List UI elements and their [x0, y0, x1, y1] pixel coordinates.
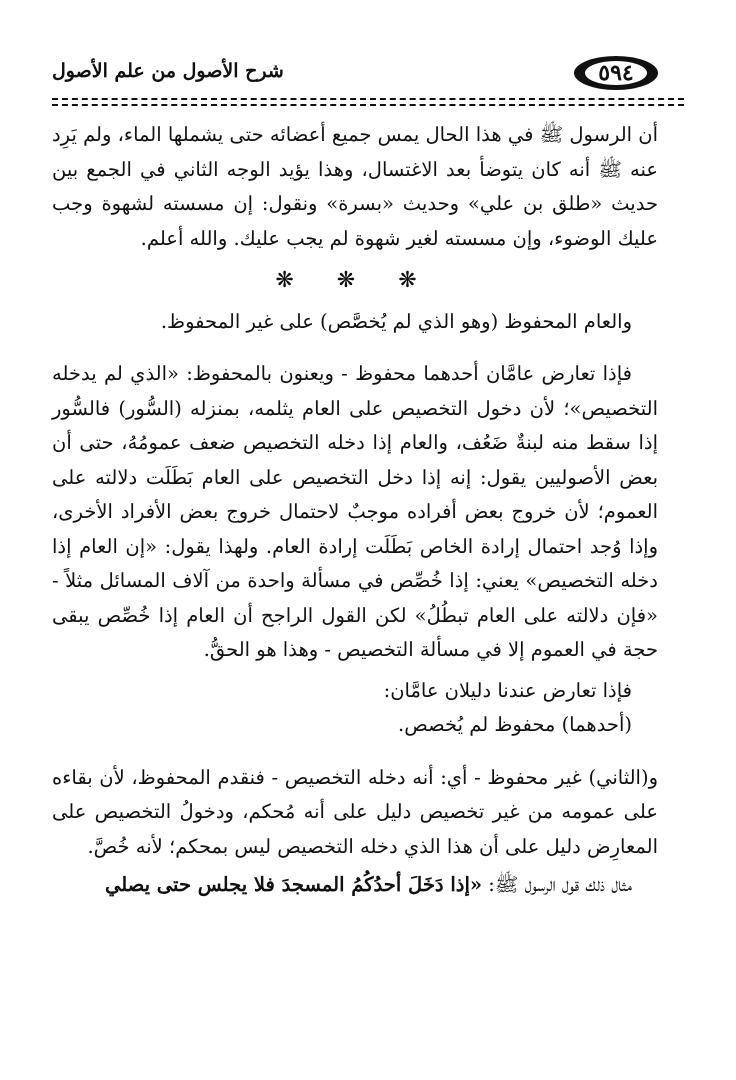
- hadith-quote: «إذا دَخَلَ أحدُكُمُ المسجدَ فلا يجلس حتى يصلي: [104, 873, 483, 896]
- page-body: [52, 118, 658, 903]
- header-rule-bottom: [52, 104, 684, 106]
- page-number: ٥٩٤: [585, 61, 647, 85]
- page-header: [52, 56, 658, 96]
- paragraph-1: أن الرسول ﷺ في هذا الحال يمس جميع أعضائه حتى يشملها الماء، ولم يَرِد عنه ﷺ أنه كان يتوضأ بعد الاغتسال، وهذا يؤيد الوجه الثاني في الجمع بين حديث «طلق بن علي» وحديث «بسرة» ونقول: إن مسسته لشهوة وجب عليك الوضوء، وإن مسسته لغير شهوة لم يجب عليك. والله أعلم.: [52, 123, 658, 250]
- paragraph-4: فإذا تعارض عندنا دليلان عامَّان:: [383, 678, 632, 702]
- header-rule-top: [52, 98, 684, 100]
- paragraph-2: والعام المحفوظ (وهو الذي لم يُخصَّص) على غير المحفوظ.: [160, 309, 632, 333]
- paragraph-3: فإذا تعارض عامَّان أحدهما محفوظ - ويعنون بالمحفوظ: «الذي لم يدخله التخصيص»؛ لأن دخول التخصيص على العام يثلمه، بمنزله (السُّور) فالسُّور إذا سقط منه لبنةٌ ضَعُف، والعام إذا دخله التخصيص ضعف عمومُهُ، حتى أن بعض الأصوليين يقول: إنه إذا دخل التخصيص على العام بَطَلَت دلالته على العموم؛ لأن خروج بعض أفراده موجبٌ لاحتمال خروج بعض الأفراد الأخرى، وإذا وُجد احتمال إرادة الخاص بَطَلَت إرادة العام. ولهذا يقول: «إن العام إذا دخله التخصيص» يعني: إذا خُصِّص في مسألة واحدة من آلاف المسائل مثلاً - «فإن دلالته على العام تبطُلُ» لكن القول الراجح أن العام إذا خُصِّص يبقى حجة في العموم إلا في مسألة التخصيص - وهذا هو الحقُّ.: [52, 362, 658, 661]
- section-separator-stars: ❋ ❋ ❋: [275, 268, 435, 293]
- paragraph-5: (أحدهما) محفوظ لم يُخصص.: [398, 713, 632, 736]
- running-title: شرح الأصول من علم الأصول: [52, 60, 284, 82]
- paragraph-7: [52, 868, 658, 903]
- example-lead: مثال ذلك قول الرسول ﷺ:: [482, 873, 632, 896]
- paragraph-6: و(الثاني) غير محفوظ - أي: أنه دخله التخصيص - فنقدم المحفوظ، لأن بقاءه على عمومه من غير تخصيص دليل على أنه مُحكم، ودخولُ التخصيص على المعارِض دليل على أن هذا الذي دخله التخصيص ليس بمحكم؛ لأنه خُصَّ.: [52, 765, 658, 858]
- page-number-badge: [574, 56, 658, 90]
